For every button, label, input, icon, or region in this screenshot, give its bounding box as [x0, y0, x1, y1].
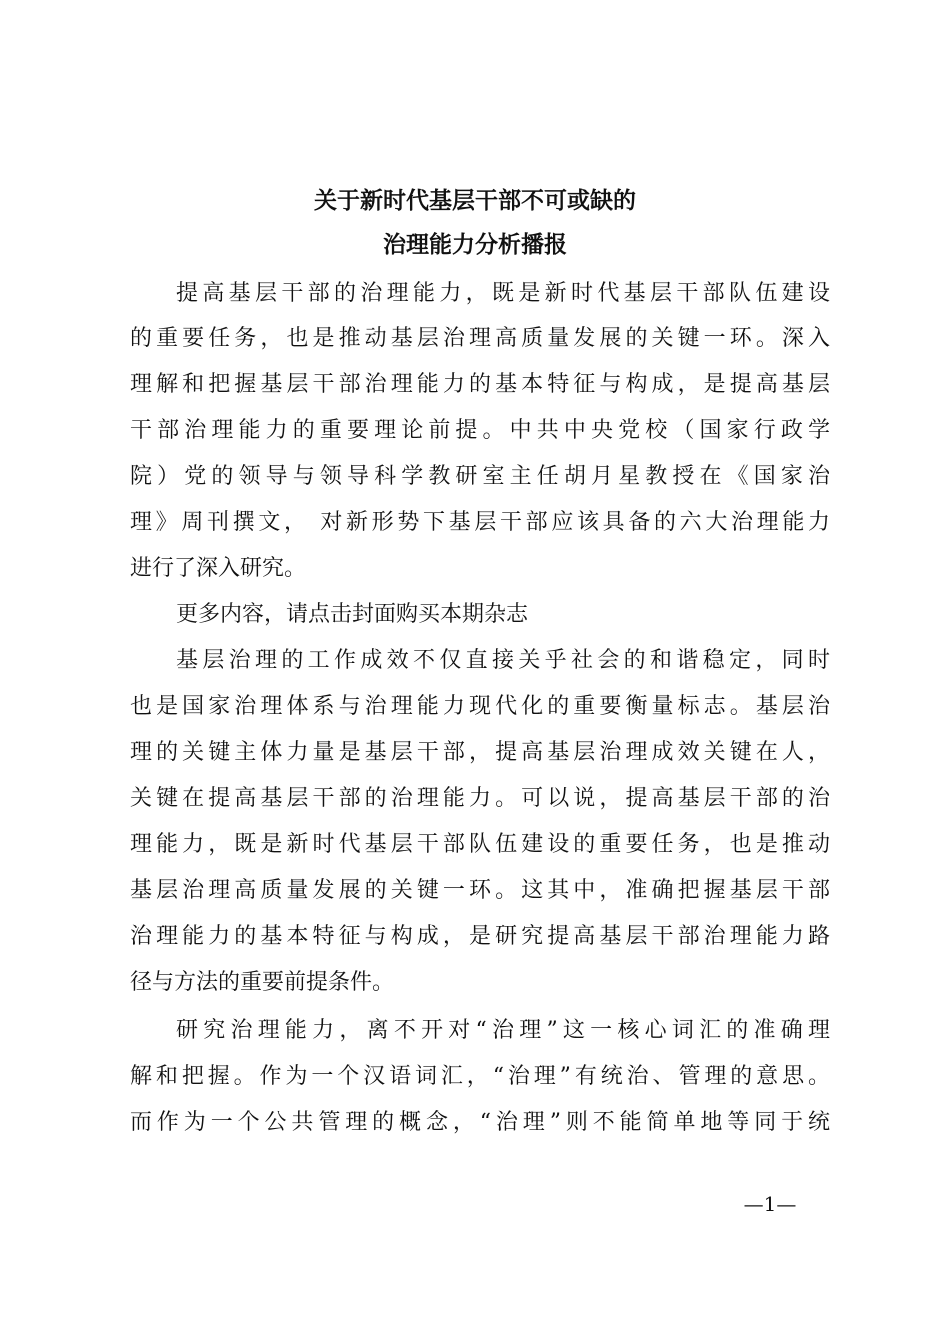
paragraph-1-line-2: 的重要任务，也是推动基层治理高质量发展的关键一环。深入 [130, 326, 830, 351]
paragraph-1-line-1: 提高基层干部的治理能力，既是新时代基层干部队伍建设 [176, 281, 830, 306]
paragraph-2-line-1: 更多内容，请点击封面购买本期杂志 [176, 602, 529, 627]
paragraph-3-line-3: 理的关键主体力量是基层干部，提高基层治理成效关键在人， [130, 740, 830, 765]
paragraph-3-line-7: 治理能力的基本特征与构成，是研究提高基层干部治理能力路 [130, 924, 830, 949]
paragraph-1-line-3: 理解和把握基层干部治理能力的基本特征与构成，是提高基层 [130, 372, 830, 397]
document-title-line-1: 关于新时代基层干部不可或缺的 [314, 187, 636, 214]
paragraph-1-line-5: 院）党的领导与领导科学教研室主任胡月星教授在《国家治 [130, 464, 830, 489]
paragraph-3-line-5: 理能力，既是新时代基层干部队伍建设的重要任务，也是推动 [130, 832, 830, 857]
document-title-line-2: 治理能力分析播报 [383, 231, 567, 258]
paragraph-3-line-6: 基层治理高质量发展的关键一环。这其中，准确把握基层干部 [130, 878, 830, 903]
paragraph-3-line-1: 基层治理的工作成效不仅直接关乎社会的和谐稳定，同时 [176, 648, 830, 673]
paragraph-3-line-4: 关键在提高基层干部的治理能力。可以说，提高基层干部的治 [130, 786, 830, 811]
paragraph-1-line-6: 理》周刊撰文， 对新形势下基层干部应该具备的六大治理能力 [130, 510, 830, 535]
paragraph-1-line-7: 进行了深入研究。 [130, 556, 307, 581]
paragraph-1-line-4: 干部治理能力的重要理论前提。中共中央党校（国家行政学 [130, 418, 830, 443]
paragraph-3-line-8: 径与方法的重要前提条件。 [130, 970, 395, 995]
paragraph-4-line-1: 研究治理能力，离不开对“治理”这一核心词汇的准确理 [176, 1018, 830, 1043]
paragraph-4-line-2: 解和把握。作为一个汉语词汇，“治理”有统治、管理的意思。 [130, 1064, 830, 1089]
paragraph-4-line-3: 而作为一个公共管理的概念，“治理”则不能简单地等同于统 [130, 1110, 830, 1135]
page-number: —1— [743, 1192, 797, 1216]
paragraph-3-line-2: 也是国家治理体系与治理能力现代化的重要衡量标志。基层治 [130, 694, 830, 719]
